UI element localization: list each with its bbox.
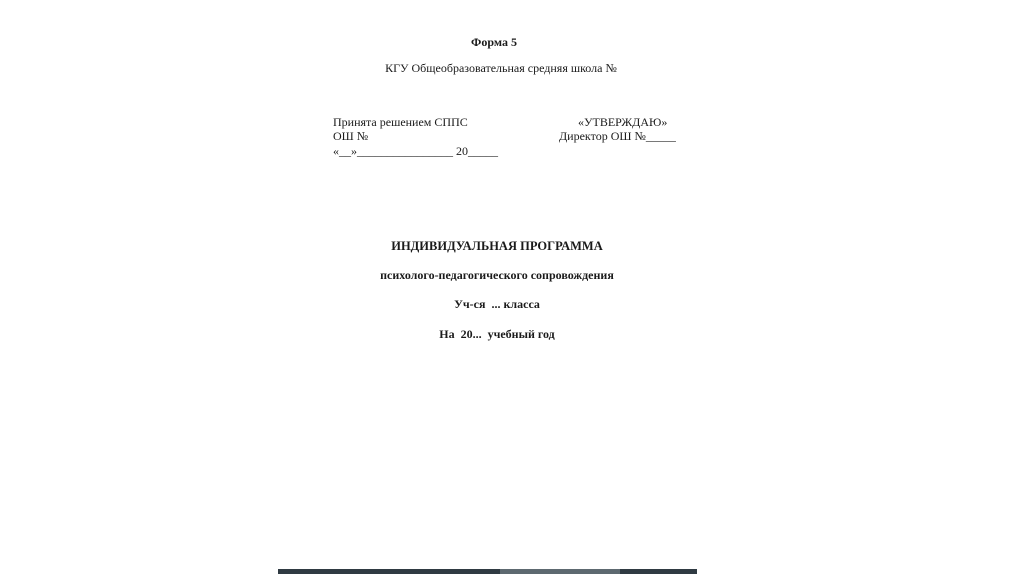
approved-label: «УТВЕРЖДАЮ»	[578, 115, 668, 129]
form-label: Форма 5	[471, 35, 517, 49]
school-year-line: На 20... учебный год	[439, 327, 555, 341]
program-subtitle: психолого-педагогического сопровождения	[380, 268, 614, 282]
bottom-toolbar-segment	[500, 569, 620, 574]
date-line: «__»________________ 20_____	[333, 144, 498, 158]
adopted-by-line: Принята решением СППС	[333, 115, 468, 129]
program-title: ИНДИВИДУАЛЬНАЯ ПРОГРАММА	[391, 239, 603, 253]
school-line: КГУ Общеобразовательная средняя школа №	[385, 61, 617, 75]
director-line: Директор ОШ №_____	[559, 129, 676, 143]
pupil-class-line: Уч-ся ... класса	[454, 297, 540, 311]
bottom-toolbar-strip	[278, 569, 697, 574]
school-number-line: ОШ №	[333, 129, 369, 143]
